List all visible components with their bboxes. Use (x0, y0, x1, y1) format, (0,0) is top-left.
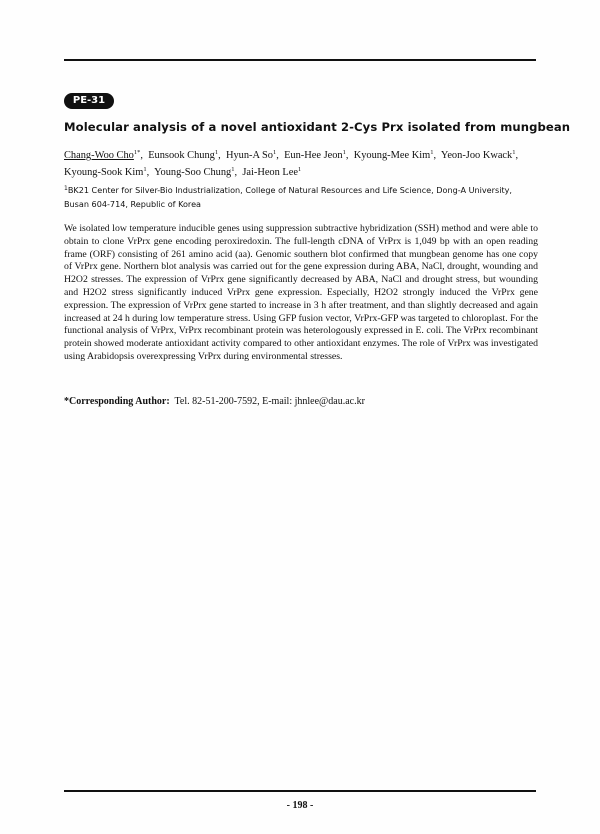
corresponding-contact: Tel. 82-51-200-7592, E-mail: jhnlee@dau.ac.kr (174, 396, 365, 407)
author (441, 150, 516, 161)
author-name: Eun-Hee Jeon (284, 150, 343, 161)
author-name: Yeon-Joo Kwack (440, 150, 513, 161)
author (64, 167, 147, 178)
author-name: Hyun-A So (225, 150, 273, 161)
author-name: Jai-Heon Lee (242, 167, 298, 178)
affiliation (64, 183, 538, 211)
author-name: Young-Soo Chung (154, 167, 232, 178)
bottom-rule (64, 790, 536, 792)
author-affiliation-mark: 1 (430, 149, 434, 156)
session-badge: PE-31 (64, 93, 114, 109)
author-affiliation-mark: 1 (273, 149, 277, 156)
author-name: Kyoung-Mee Kim (353, 150, 431, 161)
corresponding-label: *Corresponding Author: (64, 396, 170, 407)
affiliation-mark: 1 (64, 185, 68, 192)
author (154, 167, 234, 178)
author-affiliation-mark: 1 (143, 166, 147, 173)
page-number: - 198 - (286, 800, 314, 811)
author-name: Eunsook Chung (148, 150, 215, 161)
corresponding-author (64, 396, 538, 407)
author-affiliation-mark: 1 (298, 166, 302, 173)
affiliation-text: BK21 Center for Silver-Bio Industrialization, College of Natural Resources and Life Science, Dong-A University, Busan 604-714, Republic of Korea (64, 185, 512, 209)
abstract-text: We isolated low temperature inducible genes using suppression subtractive hybridization (SSH) method and were able to obtain to clone VrPrx gene encoding peroxiredoxin. The full-length cDNA of VrPrx is 1,049 bp with an open reading frame (ORF) consisting of 261 amino acid (aa). Genomic southern blot confirmed that mungbean genome has one copy of VrPrx gene. Northern blot analysis was carried out for the gene expression during ABA, NaCl, drought, wounding and H2O2 stresses. The expression of VrPrx gene significantly decreased by ABA, NaCl and drought stress, but wounding and H2O2 stress significantly induced VrPrx gene expression. Especially, H2O2 strongly induced the VrPrx gene expression. The expression of VrPrx gene started to increase in 3 h after treatment, and than slightly decreased and again increased at 24 h during low temperature stress. Using GFP fusion vector, VrPrx-GFP was targeted to chloroplast. For the functional analysis of VrPrx, VrPrx recombinant protein was heterologously expressed in E. coli. The VrPrx recombinant protein showed moderate antioxidant activity compared to other antioxidant enzymes. The role of VrPrx was investigated using Arabidopsis overexpressing VrPrx during environmental stresses. (64, 223, 538, 362)
author (148, 150, 218, 161)
author (64, 150, 140, 161)
author-name: Chang-Woo Cho (64, 150, 134, 161)
paper-title: Molecular analysis of a novel antioxidant 2-Cys Prx isolated from mungbean (64, 120, 571, 134)
author-affiliation-mark: 1* (133, 149, 141, 156)
author (284, 150, 346, 161)
author (242, 167, 301, 178)
author-name: Kyoung-Sook Kim (64, 167, 144, 178)
author-affiliation-mark: 1 (231, 166, 235, 173)
author-affiliation-mark: 1 (214, 149, 219, 156)
author-affiliation-mark: 1 (342, 149, 346, 156)
top-rule (64, 59, 536, 61)
author-affiliation-mark: 1 (512, 149, 516, 156)
author (226, 150, 276, 161)
author-list: Chang-Woo Cho$^{1*}$, Eunsook Chung$^1$, Hyun-A So$^1$, Eun-Hee Jeon$^1$, Kyoung-Mee Kim$^1$, Yeon-Joo Kwack$^1$, Kyoung-Sook Kim$^1$, Young-Soo Chung$^1$, Jai-Heon Lee$^1$ (64, 149, 521, 178)
author (354, 150, 434, 161)
